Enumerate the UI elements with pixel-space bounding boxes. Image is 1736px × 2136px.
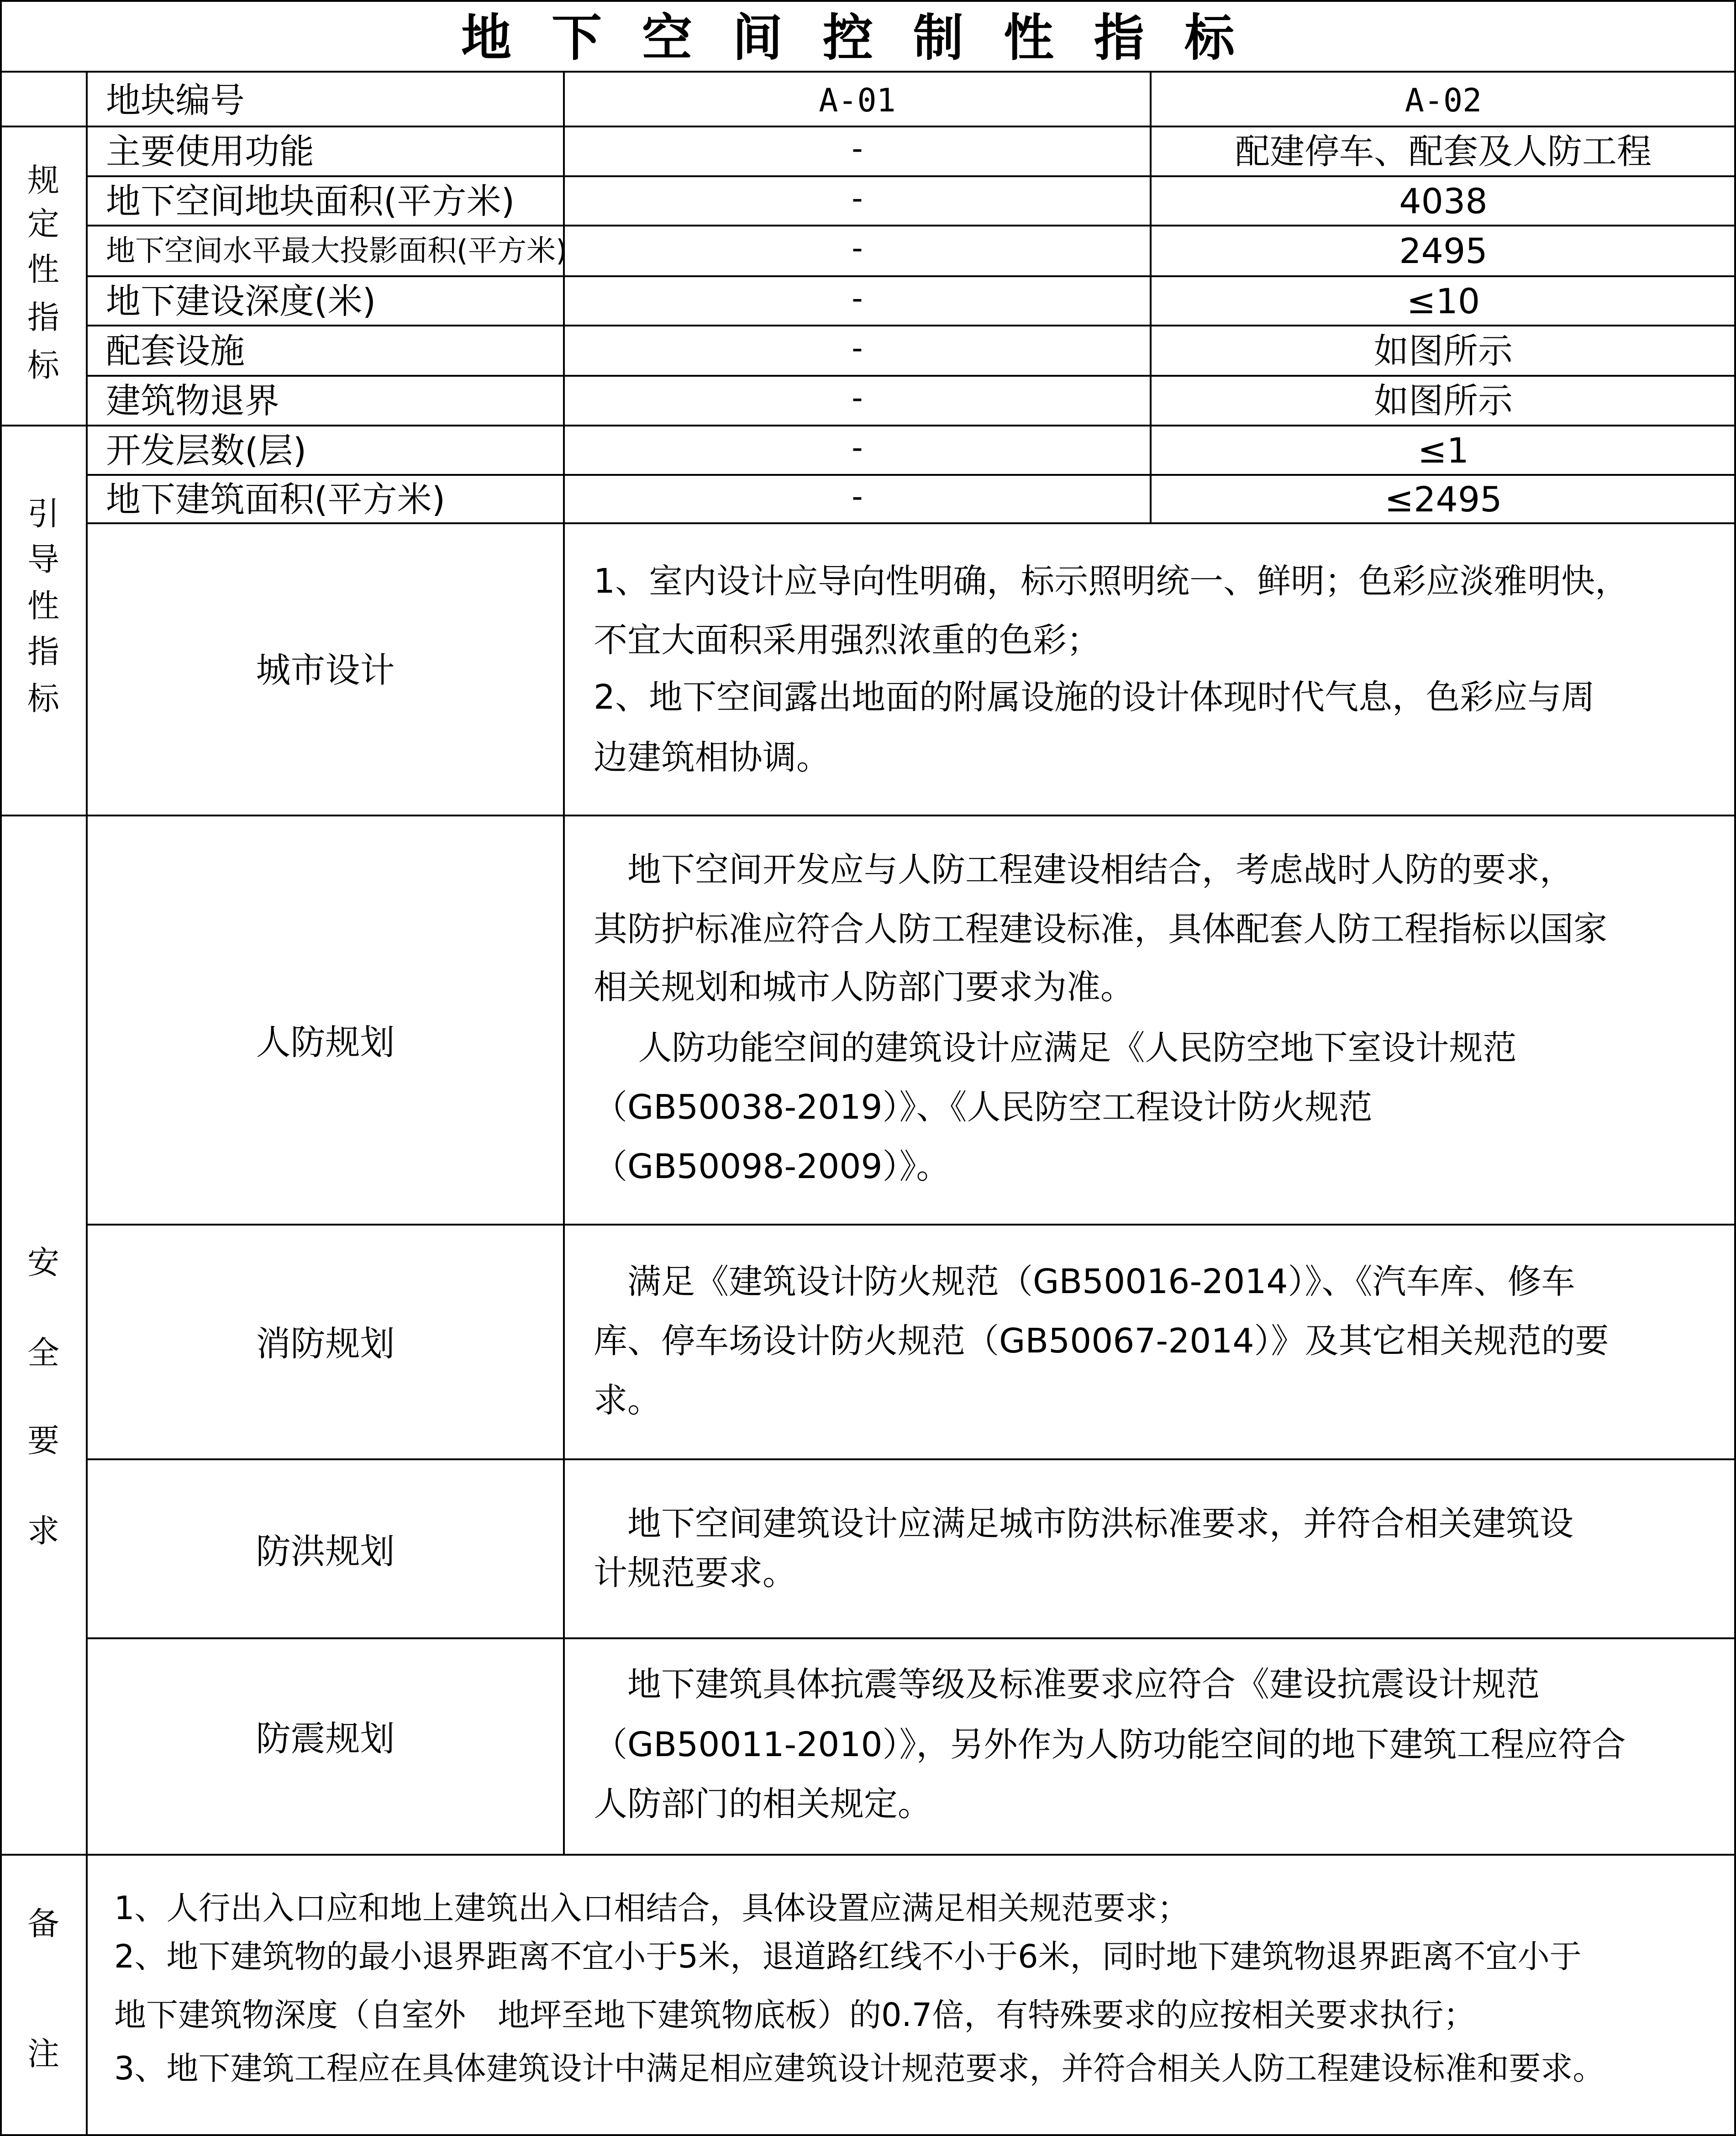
page-title: 地下空间控制性指标 [461,9,1275,67]
row-a01-value: - [847,329,867,367]
category-regulatory-char: 规 [27,162,59,199]
category-safety-char: 求 [27,1512,59,1550]
remark-line: 3、地下建筑工程应在具体建筑设计中满足相应建筑设计规范要求，并符合相关人防工程建设标准和要求。 [114,2050,1605,2087]
category-guidance-char: 指 [27,633,59,670]
row-a02-value: 2495 [1399,231,1488,271]
fire-protection-label: 消防规划 [256,1323,395,1364]
seismic-line: 人防部门的相关规定。 [594,1784,931,1824]
row-a02-value: ≤1 [1417,430,1469,471]
row-a01-value: - [847,379,867,416]
row-a01-value: - [847,429,867,466]
row-a02-value: 如图所示 [1374,380,1513,421]
row-label-projection-area: 地下空间水平最大投影面积(平方米) [106,234,567,268]
row-a01-value: - [847,130,867,167]
row-a01-value: - [847,279,867,317]
category-regulatory-char: 性 [27,251,59,288]
civil-defense-label: 人防规划 [256,1022,395,1063]
category-regulatory-char: 指 [27,299,59,336]
seismic-line: 地下建筑具体抗震等级及标准要求应符合《建设抗震设计规范 [594,1665,1540,1704]
row-a02-value: ≤10 [1406,281,1480,321]
urban-design-line: 1、室内设计应导向性明确，标示照明统一、鲜明；色彩应淡雅明快， [594,562,1629,601]
row-label-plot-area: 地下空间地块面积(平方米) [106,181,515,221]
category-guidance-char: 导 [27,541,59,578]
civil-defense-line: 人防功能空间的建筑设计应满足《人民防空地下室设计规范 [594,1028,1517,1068]
fire-protection-line: 满足《建筑设计防火规范（GB50016-2014）》、《汽车库、修车 [594,1262,1575,1301]
row-a01-value: - [847,478,867,515]
urban-design-line: 边建筑相协调。 [594,738,830,777]
row-label-main-function: 主要使用功能 [106,131,314,172]
category-remarks-char: 备 [27,1905,59,1942]
header-label: 地块编号 [106,80,245,121]
row-label-floor-area: 地下建筑面积(平方米) [106,479,446,520]
header-col-a01: A-01 [819,82,896,119]
fire-protection-line: 求。 [594,1381,661,1420]
remark-line: 2、地下建筑物的最小退界距离不宜小于5米，退道路红线不小于6米，同时地下建筑物退界距离不宜小于 [114,1938,1582,1975]
category-remarks-char: 注 [27,2035,59,2073]
row-a02-value: 4038 [1399,181,1488,221]
category-safety-char: 全 [27,1334,59,1372]
header-col-a02: A-02 [1405,82,1482,119]
row-label-floors: 开发层数(层) [106,430,307,471]
category-guidance-char: 引 [27,495,59,532]
remark-line: 地下建筑物深度（自室外 地坪至地下建筑物底板）的0.7倍，有特殊要求的应按相关要求执行； [114,1996,1476,2034]
seismic-label: 防震规划 [256,1718,395,1759]
category-regulatory-char: 标 [27,347,59,384]
civil-defense-line: （GB50038-2019）》、《人民防空工程设计防火规范 [594,1088,1373,1127]
row-label-depth: 地下建设深度(米) [106,281,376,321]
category-safety-char: 安 [27,1244,59,1281]
row-a01-value: - [847,179,867,217]
civil-defense-line: 地下空间开发应与人防工程建设相结合，考虑战时人防的要求， [594,850,1573,889]
row-label-facilities: 配套设施 [106,331,245,371]
urban-design-label: 城市设计 [256,650,395,690]
category-guidance-char: 标 [27,680,59,717]
urban-design-line: 不宜大面积采用强烈浓重的色彩； [594,621,1100,660]
flood-control-line: 地下空间建筑设计应满足城市防洪标准要求，并符合相关建筑设 [594,1504,1573,1543]
civil-defense-line: （GB50098-2009）》。 [594,1147,950,1186]
category-safety-char: 要 [27,1422,59,1459]
flood-control-line: 计规范要求。 [594,1553,796,1593]
row-label-setback: 建筑物退界 [106,380,279,421]
fire-protection-line: 库、停车场设计防火规范（GB50067-2014）》及其它相关规范的要 [594,1321,1609,1361]
row-a02-value: ≤2495 [1384,479,1502,520]
category-regulatory-char: 定 [27,205,59,242]
row-a01-value: - [847,229,867,267]
civil-defense-line: 其防护标准应符合人防工程建设标准，具体配套人防工程指标以国家 [594,910,1607,949]
remark-line: 1、人行出入口应和地上建筑出入口相结合，具体设置应满足相关规范要求； [114,1889,1189,1927]
row-a02-value: 配建停车、配套及人防工程 [1235,131,1652,172]
row-a02-value: 如图所示 [1374,331,1513,371]
flood-control-label: 防洪规划 [256,1531,395,1572]
seismic-line: （GB50011-2010）》，另外作为人防功能空间的地下建筑工程应符合 [594,1725,1626,1764]
category-guidance-char: 性 [27,587,59,625]
civil-defense-line: 相关规划和城市人防部门要求为准。 [594,968,1134,1007]
urban-design-line: 2、地下空间露出地面的附属设施的设计体现时代气息，色彩应与周 [594,678,1595,717]
